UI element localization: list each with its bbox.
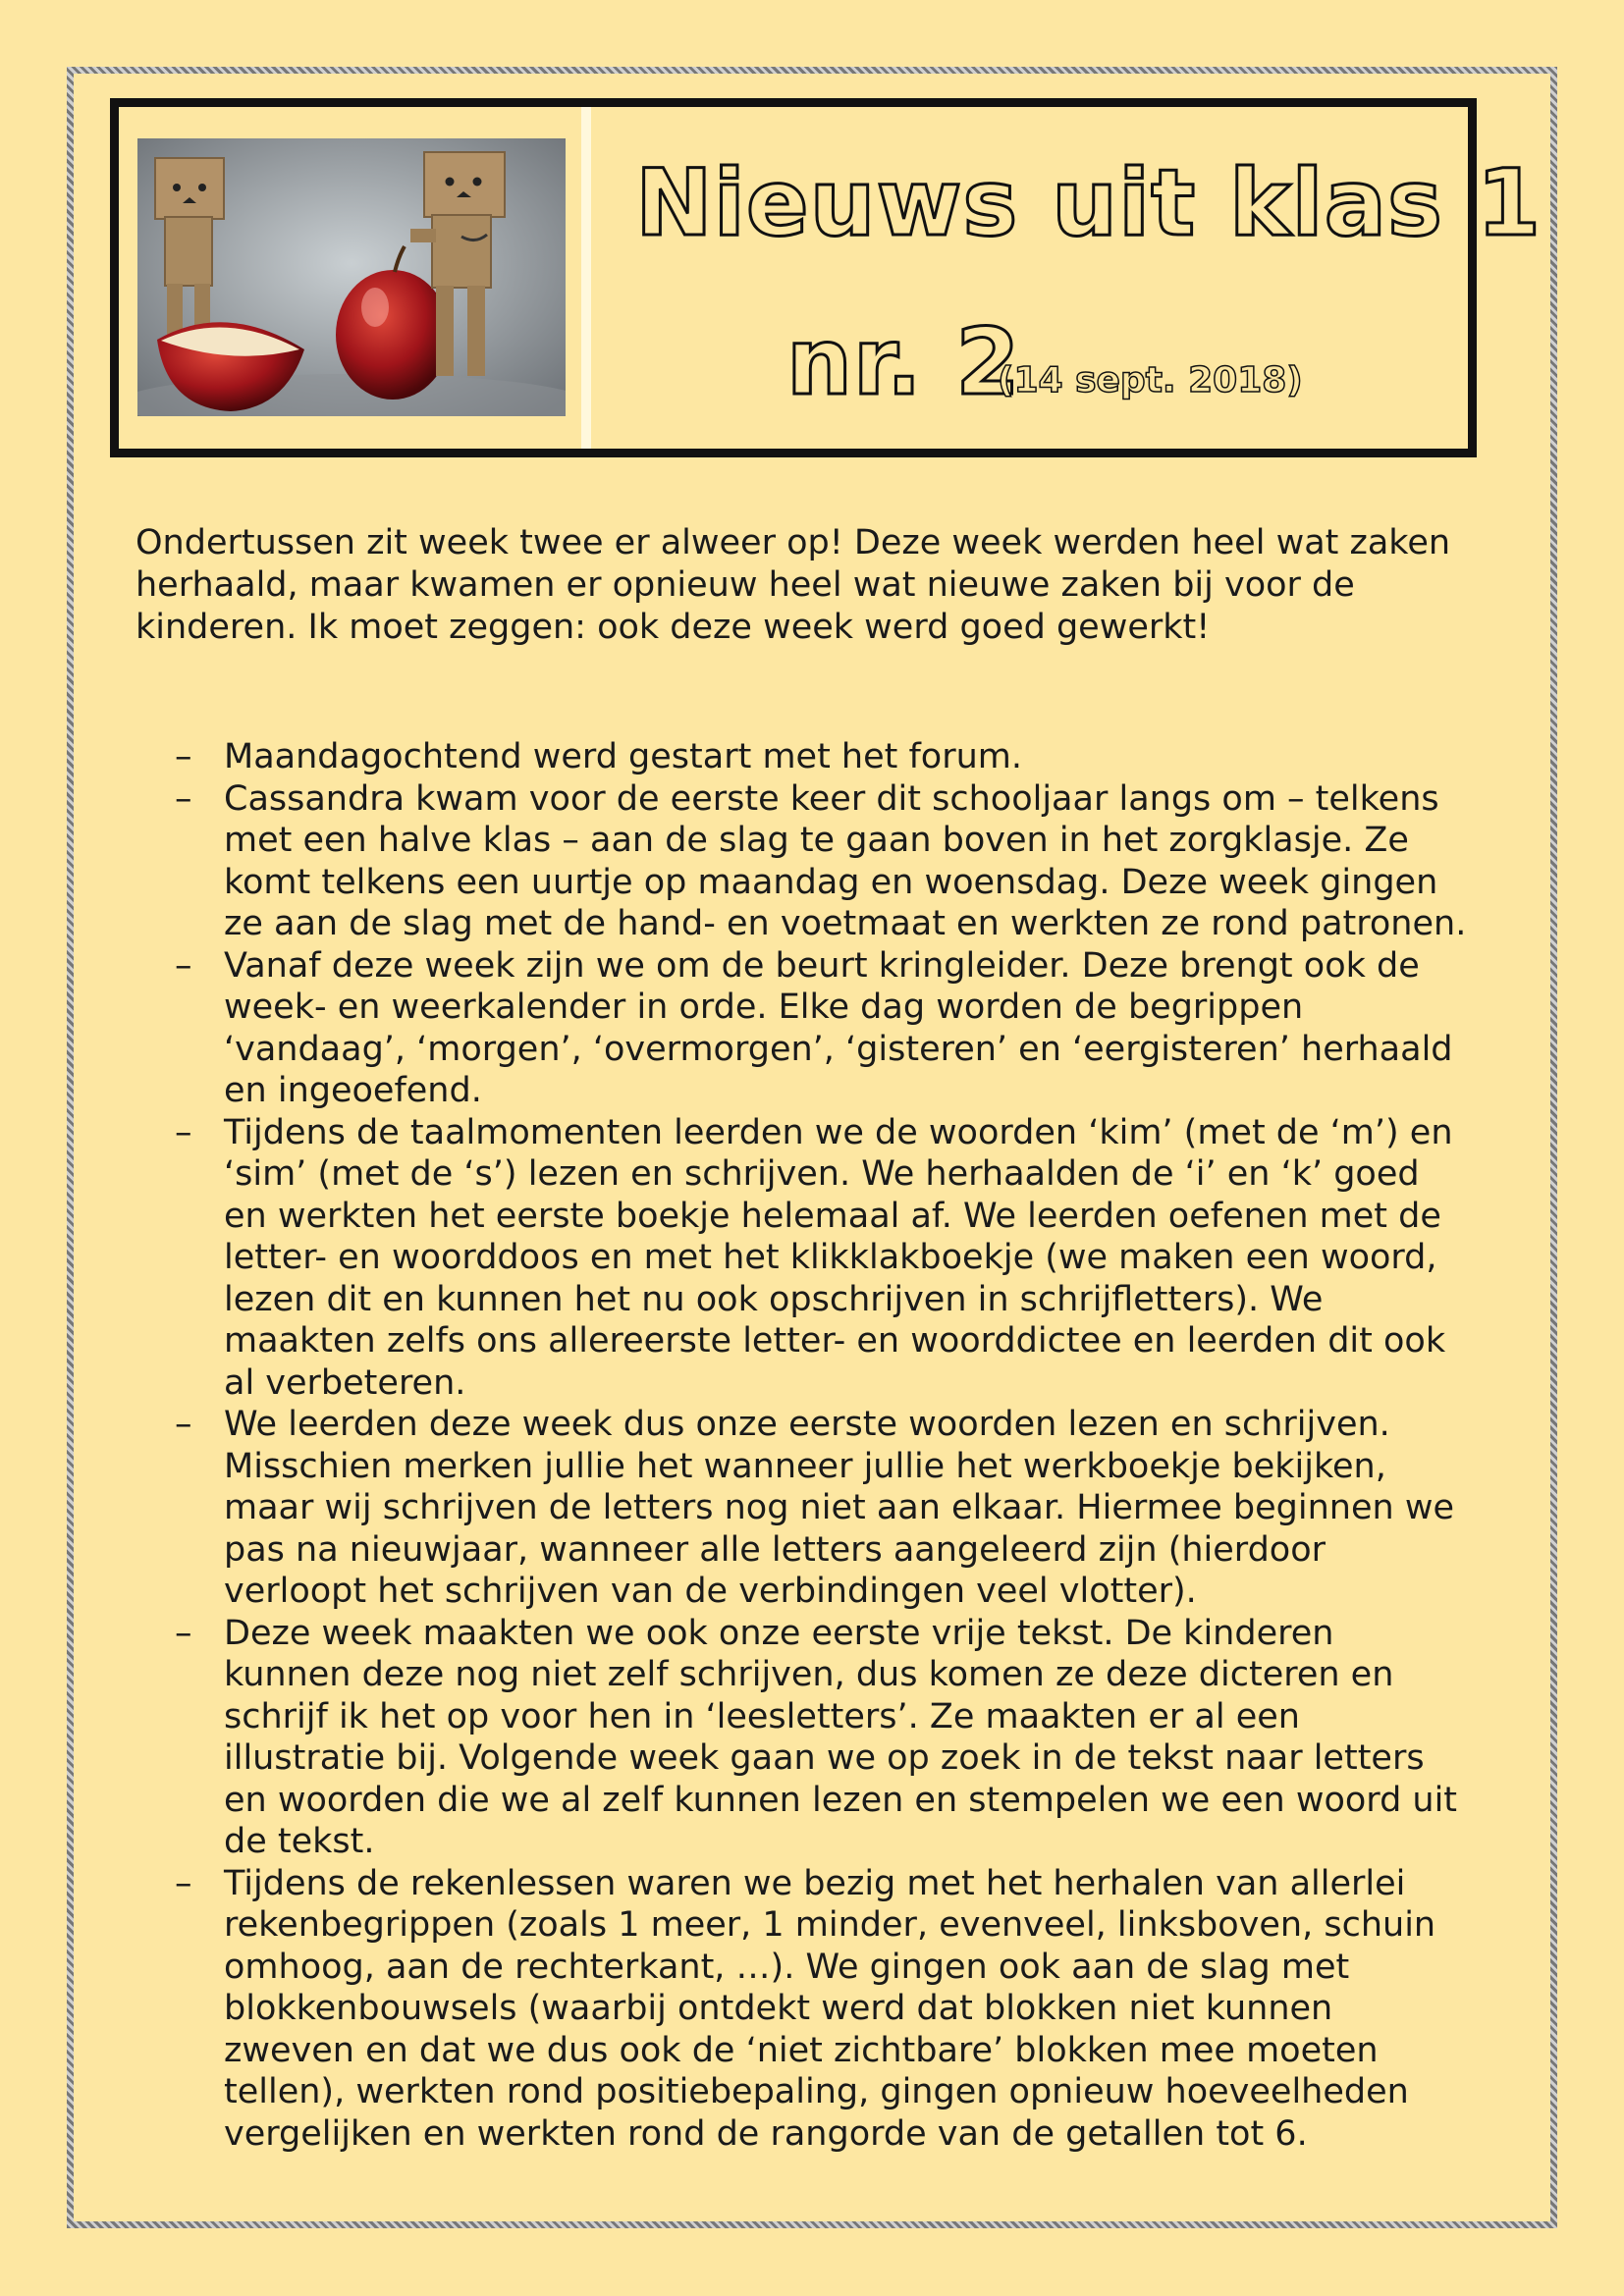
bullet-dash: – [175, 778, 192, 819]
newsletter-title: Nieuws uit klas 1 [635, 150, 1543, 257]
list-item-text: Vanaf deze week zijn we om de beurt kringleider. Deze brengt ook de week- en weerkalender in orde. Elke dag worden de begrippen ‘vandaag’, ‘morgen’, ‘overmorgen’, ‘gisteren’ en ‘eergisteren’ herhaald en ingeoefend. [224, 945, 1453, 1110]
list-item-text: Maandagochtend werd gestart met het forum. [224, 737, 1023, 776]
bullet-dash: – [175, 945, 192, 986]
bullet-dash: – [175, 1613, 192, 1653]
header-divider [581, 107, 591, 449]
list-item-text: Tijdens de rekenlessen waren we bezig met het herhalen van allerlei rekenbegrippen (zoals 1 meer, 1 minder, evenveel, linksboven, schuin omhoog, aan de rechterkant, …). We gingen ook aan de slag met blokkenbouwsels (waarbij ontdekt werd dat blokken niet kunnen zweven en dat we dus ook de ‘niet zichtbare’ blokken mee moeten tellen), werkten rond positiebepaling, gingen opnieuw hoeveelheden vergelijken en werkten rond de rangorde van de getallen tot 6. [224, 1863, 1436, 2154]
list-item-text: Deze week maakten we ook onze eerste vrije tekst. De kinderen kunnen deze nog niet zelf schrijven, dus komen ze deze dicteren en schrijf ik het op voor hen in ‘leesletters’. Ze maakten er al een illustratie bij. Volgende week gaan we op zoek in de tekst naar letters en woorden die we al zelf kunnen lezen en stempelen we een woord uit de tekst. [224, 1613, 1458, 1861]
newsletter-header [110, 98, 1543, 457]
bullet-dash: – [175, 1863, 192, 1903]
list-item [135, 1404, 1471, 1613]
list-item [135, 945, 1471, 1112]
list-item [135, 1863, 1471, 2156]
list-item [135, 1112, 1471, 1405]
list-item [135, 778, 1471, 945]
intro-paragraph: Ondertussen zit week twee er alweer op! Deze week werden heel wat zaken herhaald, maar kwamen er opnieuw heel wat nieuwe zaken bij voor de kinderen. Ik moet zeggen: ook deze week werd goed gewerkt! [135, 523, 1451, 647]
cardboard-robots-with-apples-photo [137, 138, 566, 416]
list-item-text: Cassandra kwam voor de eerste keer dit schooljaar langs om – telkens met een halve klas – aan de slag te gaan boven in het zorgklasje. Ze komt telkens een uurtje op maandag en woensdag. Deze week gingen ze aan de slag met de hand- en voetmaat en werkten ze rond patronen. [224, 778, 1467, 943]
issue-date: (14 sept. 2018) [998, 360, 1303, 400]
bullet-dash: – [175, 1405, 192, 1444]
list-item [135, 736, 1471, 778]
news-list [135, 736, 1471, 2155]
list-item-text: Tijdens de taalmomenten leerden we de woorden ‘kim’ (met de ‘m’) en ‘sim’ (met de ‘s’) lezen en schrijven. We herhaalden de ‘i’ en ‘k’ goed en werkten het eerste boekje helemaal af. We leerden oefenen met de letter- en woorddoos en met het klikklakboekje (we maken een woord, lezen dit en kunnen het nu ook opschrijven in schrijfletters). We maakten zelfs ons allereerste letter- en woorddictee en leerden dit ook al verbeteren. [224, 1112, 1453, 1403]
list-item [135, 1613, 1471, 1863]
bullet-dash: – [175, 1112, 192, 1152]
list-item-text: We leerden deze week dus onze eerste woorden lezen en schrijven. Misschien merken jullie het wanneer jullie het werkboekje bekijken, maar wij schrijven de letters nog niet aan elkaar. Hiermee beginnen we pas na nieuwjaar, wanneer alle letters aangeleerd zijn (hierdoor verloopt het schrijven van de verbindingen veel vlotter). [224, 1405, 1454, 1611]
bullet-dash: – [175, 737, 192, 776]
issue-number: nr. 2 [786, 309, 1021, 416]
